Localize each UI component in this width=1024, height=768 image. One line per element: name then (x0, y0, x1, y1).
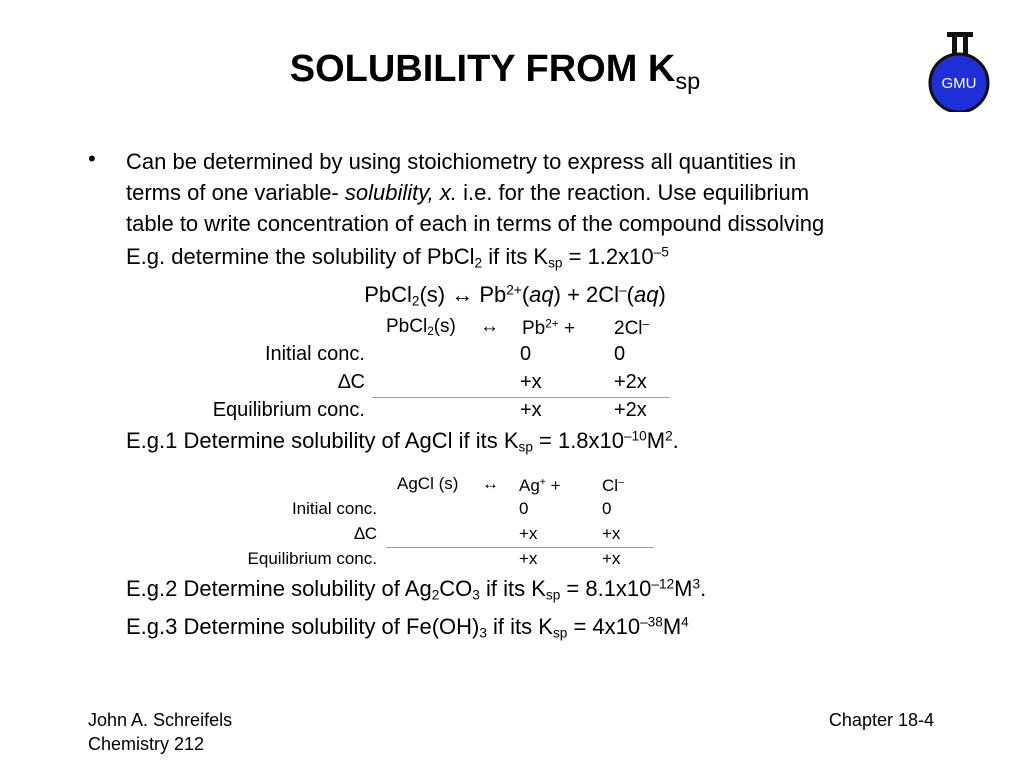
table1-row-equilibrium-v1: +x (520, 399, 542, 421)
table1-header-ion2: 2Cl– (614, 317, 650, 339)
footer-course: Chemistry 212 (88, 734, 205, 754)
logo-text: GMU (941, 75, 977, 92)
table2-rule (386, 547, 654, 548)
table1-row-equilibrium-v2: +2x (614, 399, 647, 421)
intro-line-2: terms of one variable- solubility, x. i.e. for the reaction. Use equilibrium (126, 180, 810, 205)
gmu-flask-logo (926, 30, 992, 112)
table1-header-ion1: $Pb^{2+}$ + (522, 317, 576, 339)
table2-header-arrow: ↔ (482, 474, 499, 493)
table1-row-equilibrium-label: Equilibrium conc. (212, 399, 365, 421)
table1-row-change-v2: +2x (614, 371, 647, 393)
table1-row-initial-label: Initial conc. (264, 343, 365, 365)
table2-row-initial-v1: 0 (519, 499, 529, 518)
table2-header-ion2: Cl– (602, 476, 624, 495)
footer-chapter: Chapter 18-4 (828, 710, 934, 730)
table1-row-change-label: ∆C (338, 371, 365, 393)
table1-header-compound: PbCl$_2$(s) (386, 316, 456, 338)
table2-row-change-label: ∆C (354, 524, 377, 543)
bullet-marker: • (88, 146, 96, 171)
table1-row-change-v1: +x (520, 371, 542, 393)
example-agcl: E.g.1 Determine solubility of AgCl if its $K_{sp} = 1.8x10^{-10}M^2$. (126, 428, 679, 455)
intro-line-3: table to write concentration of each in terms of the compound dissolving (126, 211, 825, 236)
slide-title: SOLUBILITY FROM $K_{sp}$ (289, 48, 701, 95)
table2-row-equilibrium-v2: +x (602, 549, 621, 568)
example-ag2co3: E.g.2 Determine solubility of $Ag_2CO_3$ if its $K_{sp} = 8.1x10^{-12}M^3$. (126, 576, 707, 603)
table1-rule (372, 397, 670, 398)
table2-row-initial-label: Initial conc. (291, 499, 377, 518)
example-pbcl2: E.g. determine the solubility of PbCl$_2$ if its $K_{sp} = 1.2x10^{-5}$ (126, 244, 669, 271)
table2-row-change-v2: +x (602, 524, 621, 543)
table1-row-initial-v2: 0 (614, 343, 626, 365)
table2-row-equilibrium-label: Equilibrium conc. (247, 549, 377, 568)
intro-line-1: Can be determined by using stoichiometry to express all quantities in (126, 149, 797, 174)
table1-row-initial-v1: 0 (520, 343, 532, 365)
reaction-equation: PbCl$_2$(s) ↔ $Pb^{2+}(aq) + 2Cl^-(aq)$ (364, 282, 666, 309)
table2-header-ion1: Ag+ + (519, 476, 561, 495)
footer-author-block (88, 708, 232, 756)
table1-header-arrow: ↔ (480, 316, 499, 337)
table2-row-change-v1: +x (519, 524, 538, 543)
table2-row-initial-v2: 0 (602, 499, 612, 518)
intro-paragraph (126, 146, 824, 239)
example-feoh3: E.g.3 Determine solubility of $Fe(OH)_3$ if its $K_{sp} = 4x10^{-38}M^4$ (126, 614, 689, 641)
table2-row-equilibrium-v1: +x (519, 549, 538, 568)
footer-author: John A. Schreifels (88, 710, 233, 730)
table2-header-compound: AgCl (s) (397, 474, 459, 493)
